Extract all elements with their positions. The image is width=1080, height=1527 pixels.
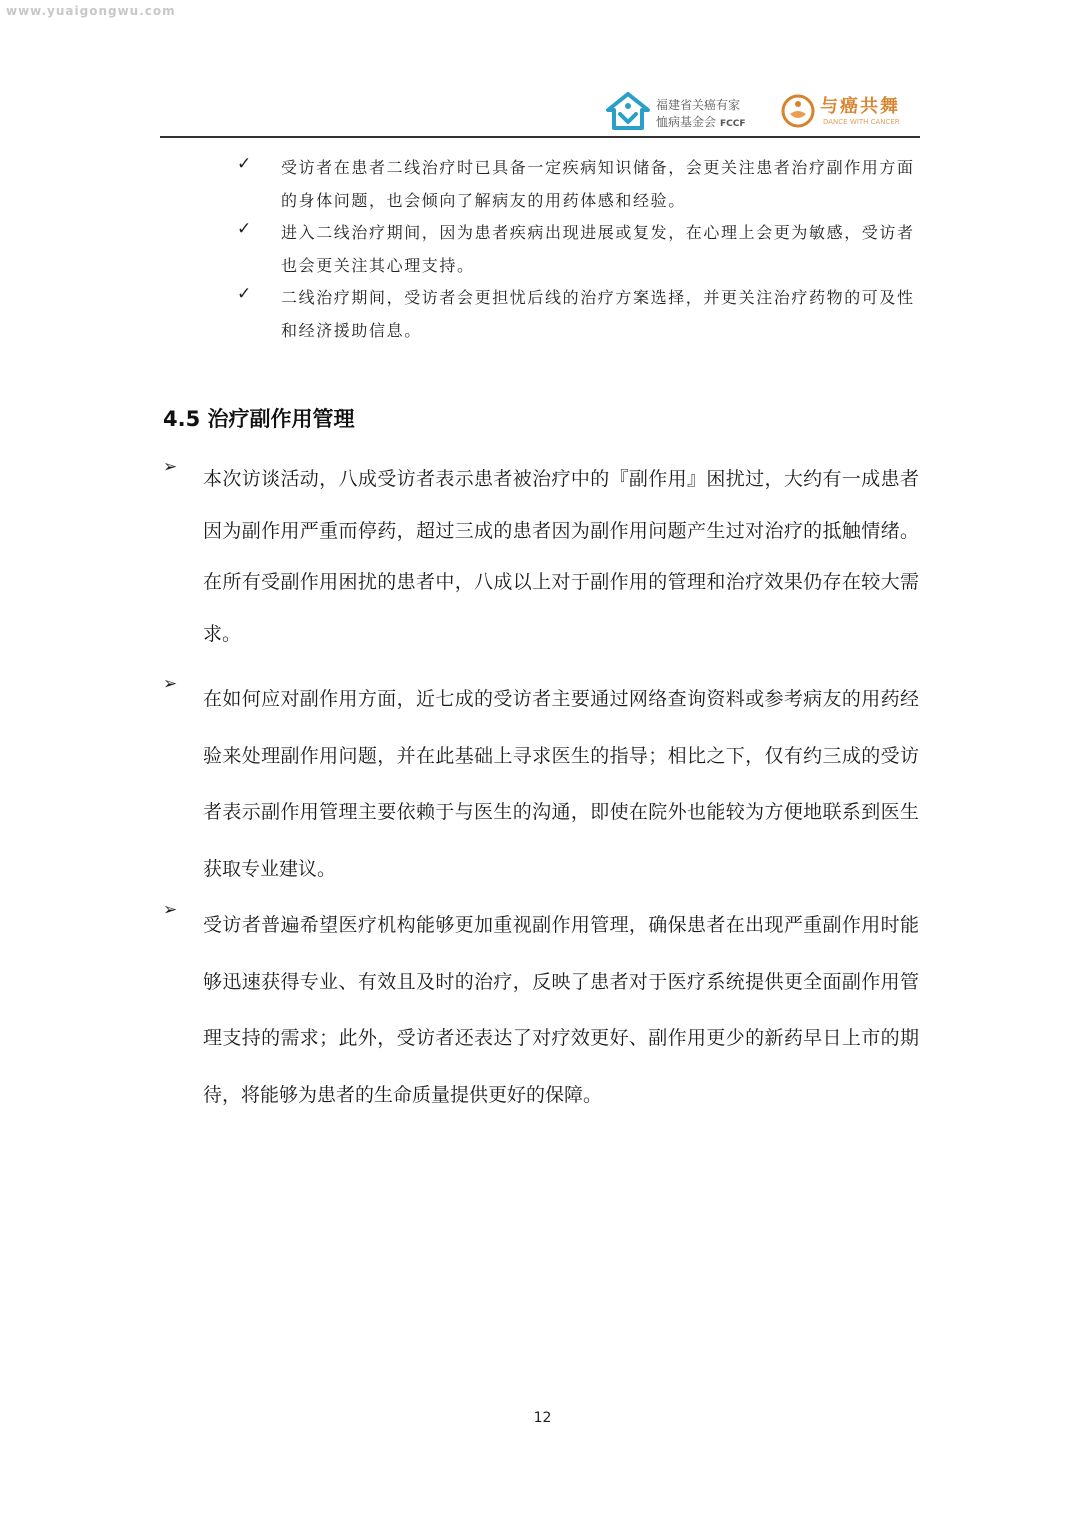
checkmark-icon: ✓ (237, 219, 252, 239)
check-item-text: 二线治疗期间，受访者会更担忧后线的治疗方案选择，并更关注治疗药物的可及性和经济援助信息。 (281, 288, 915, 340)
check-item-text: 受访者在患者二线治疗时已具备一定疾病知识储备，会更关注患者治疗副作用方面的身体问题，也会倾向了解病友的用药体感和经验。 (281, 158, 915, 210)
dwc-title: 与癌共舞 (820, 96, 900, 117)
dancer-circle-icon (780, 92, 816, 130)
arrow-bullet-icon: ➢ (163, 900, 178, 920)
house-heart-icon (606, 92, 650, 132)
check-item (0, 152, 1080, 217)
check-item-text: 进入二线治疗期间，因为患者疾病出现进展或复发，在心理上会更为敏感，受访者也会更关注其心理支持。 (281, 223, 915, 275)
bullet-text: 在如何应对副作用方面，近七成的受访者主要通过网络查询资料或参考病友的用药经验来处理副作用问题，并在此基础上寻求医生的指导；相比之下，仅有约三成的受访者表示副作用管理主要依赖于与医生的沟通，即使在院外也能较为方便地联系到医生获取专业建议。 (203, 688, 919, 880)
fccf-name-line2: 恤病基金会 FCCF (656, 115, 746, 129)
page-number: 12 (533, 1410, 552, 1426)
bullet-text: 本次访谈活动，八成受访者表示患者被治疗中的『副作用』困扰过，大约有一成患者因为副作用严重而停药，超过三成的患者因为副作用问题产生过对治疗的抵触情绪。在所有受副作用困扰的患者中，八成以上对于副作用的管理和治疗效果仍存在较大需求。 (203, 468, 919, 645)
header-divider (160, 136, 920, 138)
check-item (0, 282, 1080, 347)
fccf-logo (606, 92, 766, 132)
watermark: www.yuaigongwu.com (6, 4, 176, 18)
header-logos (606, 92, 918, 132)
bullet-item (0, 897, 1080, 1123)
checkmark-icon: ✓ (237, 284, 252, 304)
bullet-item (0, 671, 1080, 897)
section-title: 4.5 治疗副作用管理 (163, 407, 355, 431)
dwc-subtitle: DANCE WITH CANCER (823, 118, 900, 126)
bullet-item (0, 454, 1080, 660)
check-list (0, 152, 1080, 347)
check-item (0, 217, 1080, 282)
bullet-text: 受访者普遍希望医疗机构能够更加重视副作用管理，确保患者在出现严重副作用时能够迅速获得专业、有效且及时的治疗，反映了患者对于医疗系统提供更全面副作用管理支持的需求；此外，受访者还表达了对疗效更好、副作用更少的新药早日上市的期待，将能够为患者的生命质量提供更好的保障。 (203, 914, 919, 1106)
arrow-bullet-icon: ➢ (163, 457, 178, 477)
fccf-name-line1: 福建省关癌有家 (656, 98, 741, 112)
dance-with-cancer-logo (780, 92, 920, 132)
arrow-bullet-icon: ➢ (163, 674, 178, 694)
checkmark-icon: ✓ (237, 154, 252, 174)
